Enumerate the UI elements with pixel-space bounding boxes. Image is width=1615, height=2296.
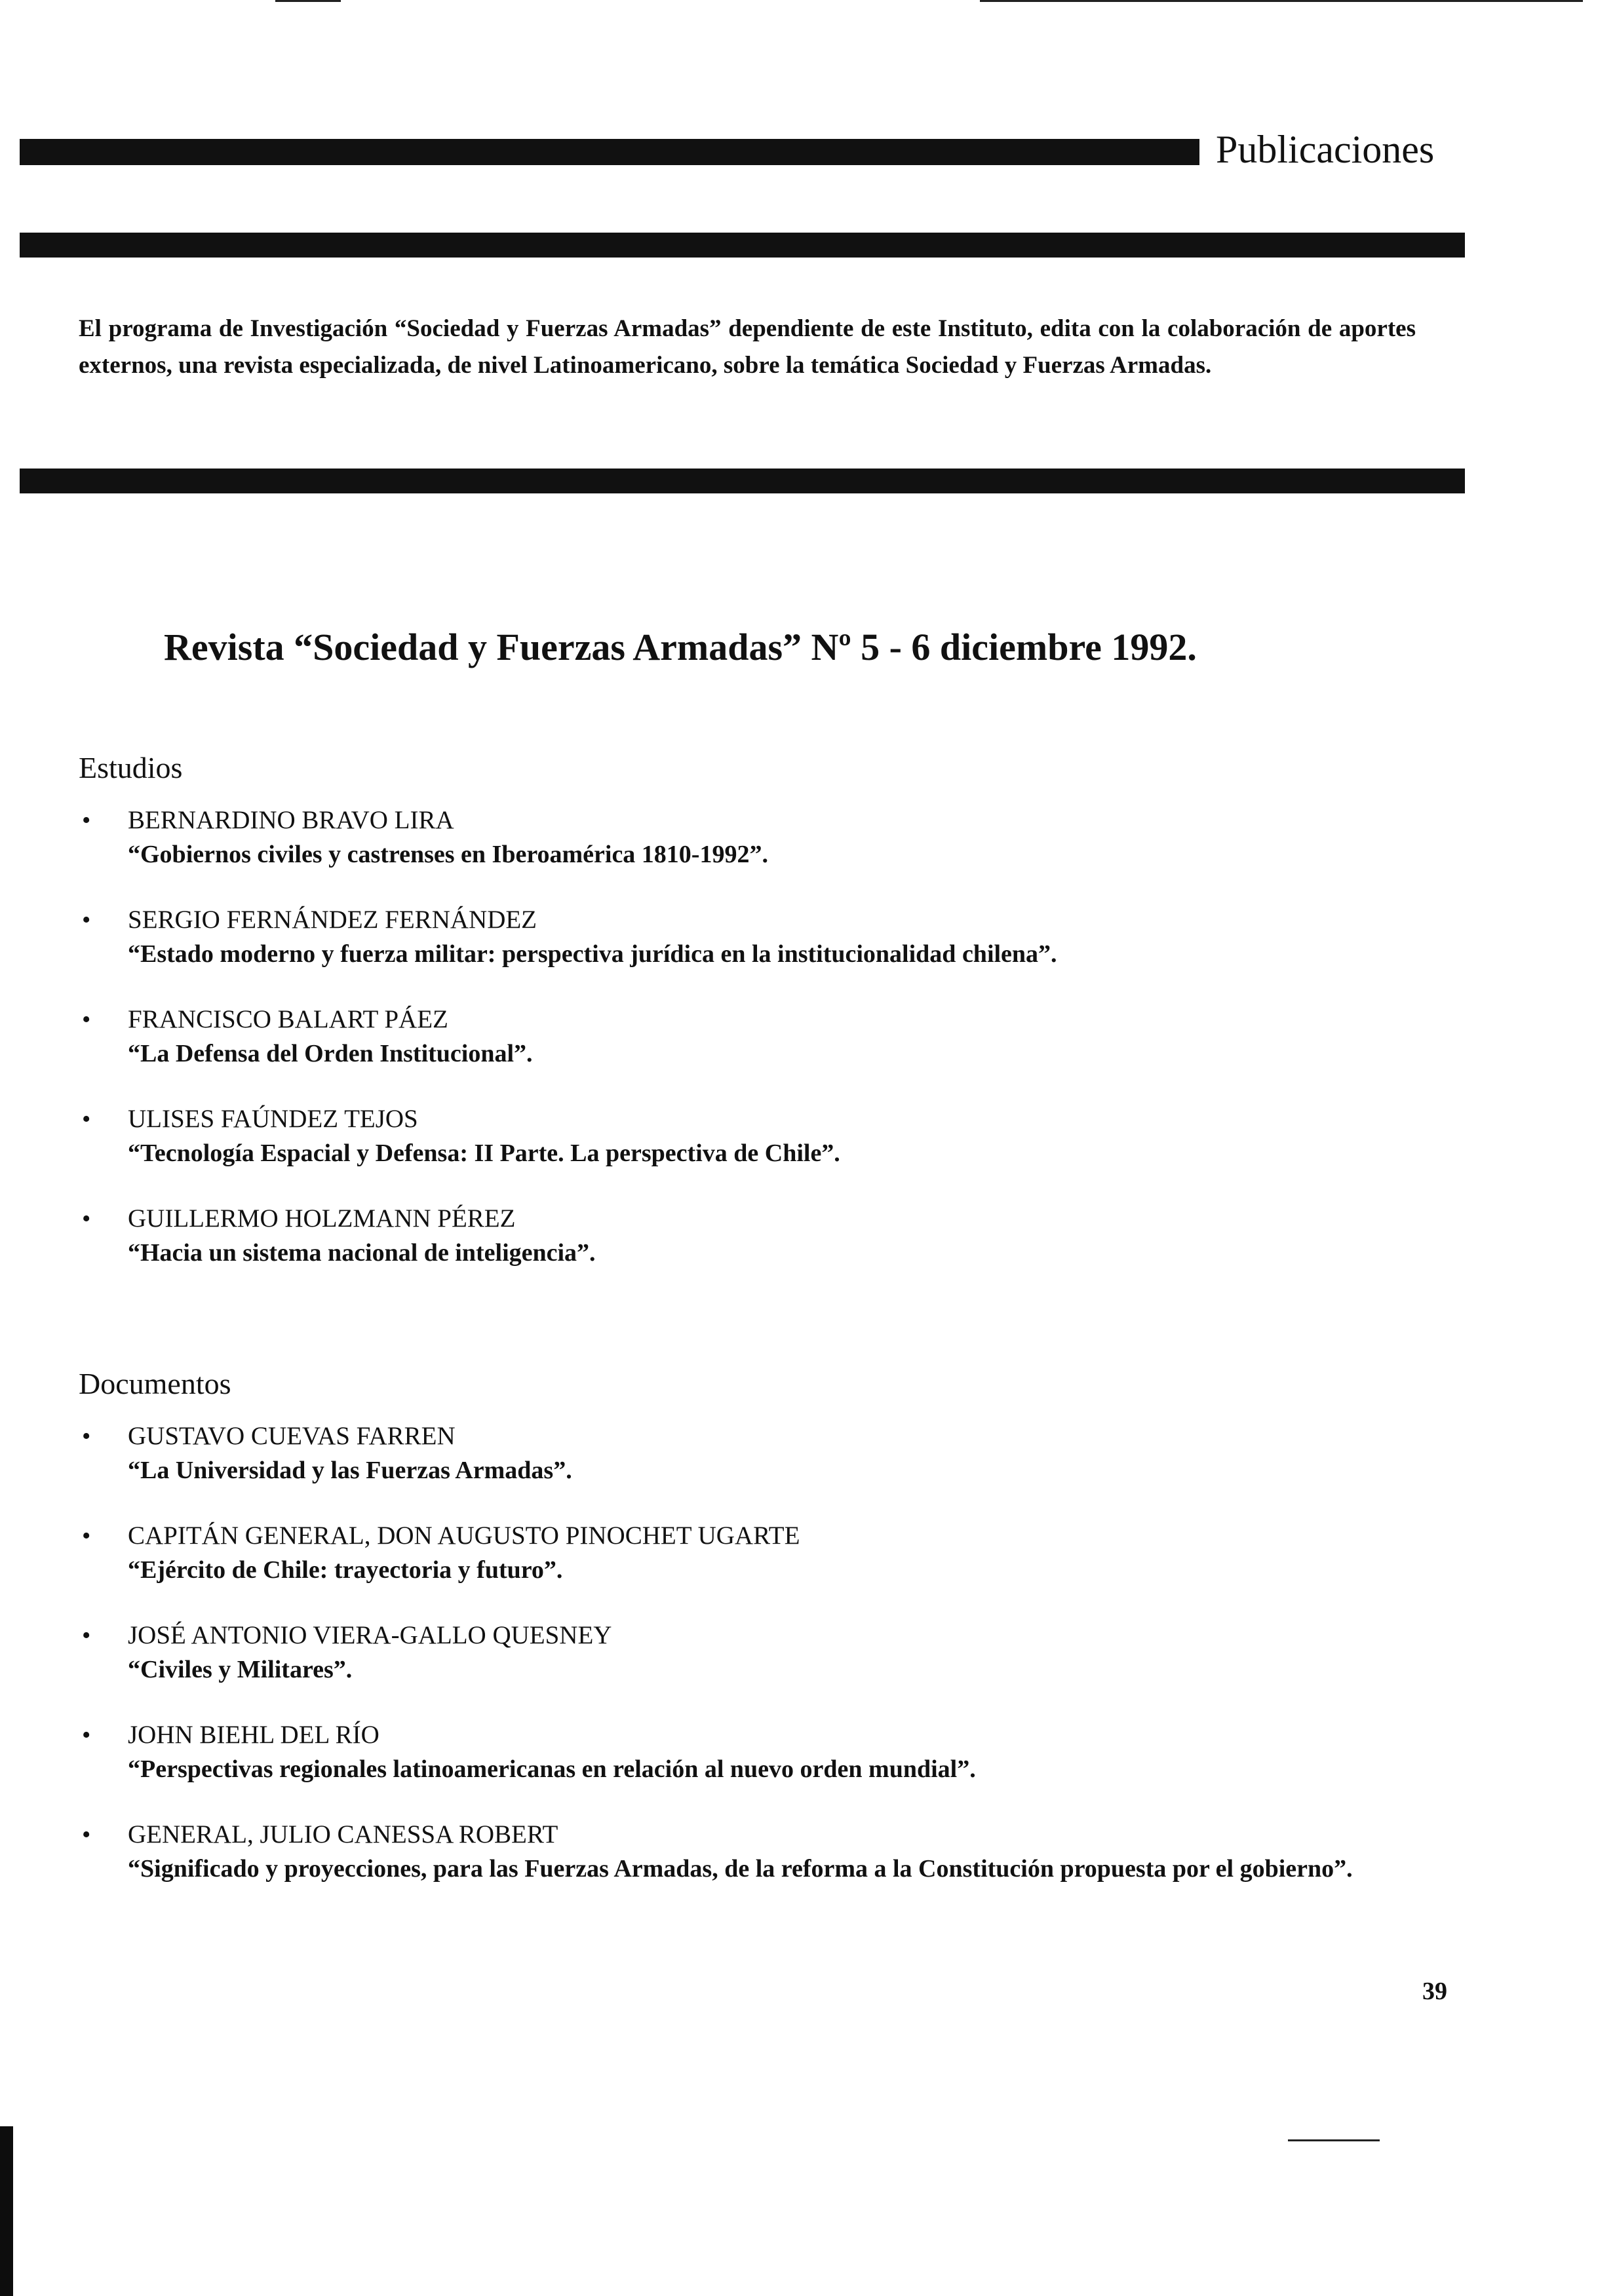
work-title: “La Universidad y las Fuerzas Armadas”. bbox=[128, 1457, 572, 1484]
bullet-icon: • bbox=[82, 1006, 91, 1033]
work-title: “Hacia un sistema nacional de inteligencia”. bbox=[128, 1239, 596, 1267]
bullet-icon: • bbox=[82, 1522, 91, 1550]
author-name: SERGIO FERNÁNDEZ FERNÁNDEZ bbox=[128, 906, 537, 934]
estudios-list bbox=[79, 803, 1429, 1270]
page-number: 39 bbox=[1422, 1978, 1447, 2005]
header-rule bbox=[20, 139, 1199, 165]
work-title: “Gobiernos civiles y castrenses en Iberoamérica 1810-1992”. bbox=[128, 841, 768, 868]
author-name: BERNARDINO BRAVO LIRA bbox=[128, 806, 454, 834]
work-title: “Estado moderno y fuerza militar: perspectiva jurídica en la institucionalidad chilena”. bbox=[128, 940, 1057, 968]
list-item bbox=[79, 1003, 1429, 1071]
bullet-icon: • bbox=[82, 1205, 91, 1233]
list-item bbox=[79, 1202, 1429, 1270]
bullet-icon: • bbox=[82, 1821, 91, 1848]
author-name: GUILLERMO HOLZMANN PÉREZ bbox=[128, 1204, 516, 1233]
section-heading-documentos: Documentos bbox=[79, 1367, 231, 1400]
bullet-icon: • bbox=[82, 807, 91, 834]
documentos-list bbox=[79, 1419, 1429, 1886]
author-name: FRANCISCO BALART PÁEZ bbox=[128, 1005, 448, 1033]
intro-paragraph: El programa de Investigación “Sociedad y Fuerzas Armadas” dependiente de este Instituto, edita con la colaboración de aportes externos, una revista especializada, de nivel Latinoamericano, sobre la temática Sociedad y Fuerzas Armadas. bbox=[79, 315, 1416, 379]
publication-title: Revista “Sociedad y Fuerzas Armadas” Nº 5 - 6 diciembre 1992. bbox=[164, 626, 1197, 668]
divider-rule bbox=[20, 469, 1465, 493]
list-item bbox=[79, 1519, 1429, 1587]
work-title: “Significado y proyecciones, para las Fuerzas Armadas, de la reforma a la Constitución propuesta por el gobierno”. bbox=[128, 1855, 1353, 1883]
work-title: “Perspectivas regionales latinoamericanas en relación al nuevo orden mundial”. bbox=[128, 1755, 976, 1783]
list-item bbox=[79, 1102, 1429, 1170]
section-header: Publicaciones bbox=[1216, 128, 1435, 171]
author-name: GUSTAVO CUEVAS FARREN bbox=[128, 1422, 456, 1450]
work-title: “Civiles y Militares”. bbox=[128, 1656, 353, 1683]
author-name: JOHN BIEHL DEL RÍO bbox=[128, 1721, 379, 1749]
work-title: “Ejército de Chile: trayectoria y futuro”. bbox=[128, 1556, 563, 1584]
list-item bbox=[79, 1818, 1429, 1886]
section-heading-estudios: Estudios bbox=[79, 751, 183, 784]
work-title: “La Defensa del Orden Institucional”. bbox=[128, 1040, 533, 1067]
scan-edge-line bbox=[1288, 2139, 1380, 2141]
bullet-icon: • bbox=[82, 906, 91, 934]
author-name: ULISES FAÚNDEZ TEJOS bbox=[128, 1105, 418, 1133]
author-name: JOSÉ ANTONIO VIERA-GALLO QUESNEY bbox=[128, 1621, 612, 1649]
list-item bbox=[79, 1618, 1429, 1687]
list-item bbox=[79, 1718, 1429, 1786]
list-item bbox=[79, 1419, 1429, 1487]
author-name: CAPITÁN GENERAL, DON AUGUSTO PINOCHET UGARTE bbox=[128, 1521, 800, 1550]
scan-edge-line bbox=[275, 0, 341, 2]
scan-edge-line bbox=[980, 0, 1583, 2]
bullet-icon: • bbox=[82, 1105, 91, 1133]
bullet-icon: • bbox=[82, 1721, 91, 1749]
work-title: “Tecnología Espacial y Defensa: II Parte. La perspectiva de Chile”. bbox=[128, 1139, 840, 1167]
divider-rule bbox=[20, 233, 1465, 258]
list-item bbox=[79, 803, 1429, 871]
list-item bbox=[79, 903, 1429, 971]
bullet-icon: • bbox=[82, 1622, 91, 1649]
author-name: GENERAL, JULIO CANESSA ROBERT bbox=[128, 1820, 558, 1848]
scan-edge-mark bbox=[0, 2126, 13, 2296]
bullet-icon: • bbox=[82, 1423, 91, 1450]
